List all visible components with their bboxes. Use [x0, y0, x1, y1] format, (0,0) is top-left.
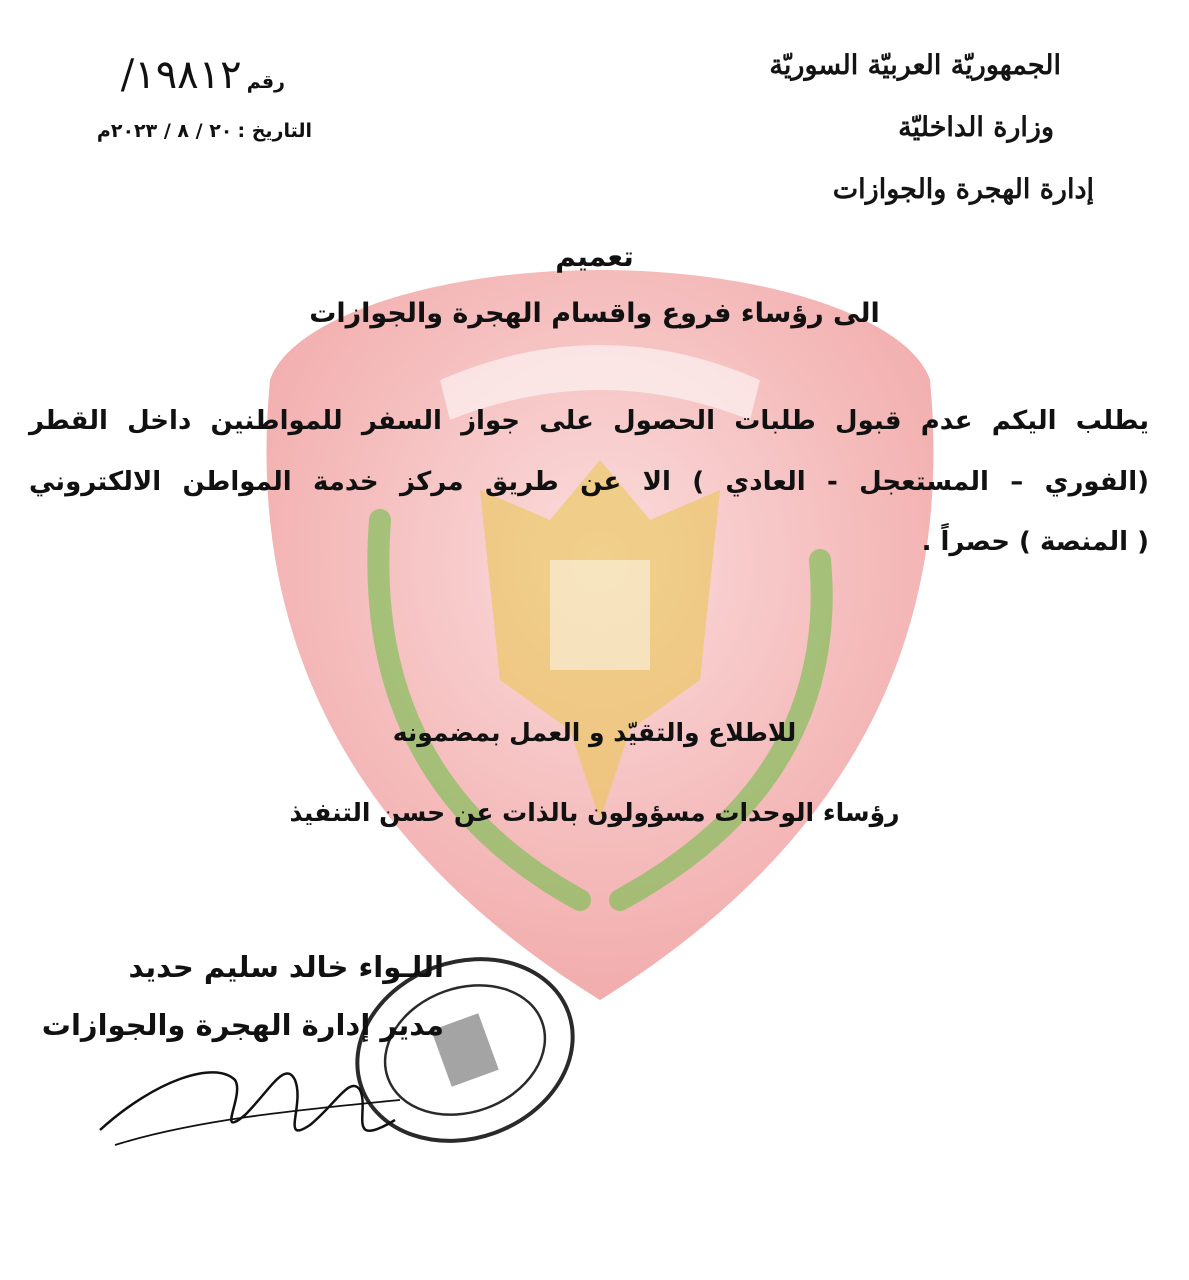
department-heading: إدارة الهجرة والجوازات	[832, 174, 1094, 205]
ministry-heading: وزارة الداخليّة	[898, 112, 1054, 143]
body-line-2: (الفوري – المستعجل - العادي ) الا عن طريق مركز خدمة المواطن الالكتروني	[29, 467, 1149, 497]
body-line-3: ( المنصة ) حصراً .	[921, 527, 1149, 557]
reference-number	[95, 52, 285, 98]
document-title: تعميم	[555, 240, 634, 273]
number-label: رقم	[246, 71, 285, 93]
body-line-1: يطلب اليكم عدم قبول طلبات الحصول على جواز السفر للمواطنين داخل القطر	[29, 406, 1149, 436]
date-value: ٢٠ / ٨ / ٢٠٢٣م	[96, 120, 233, 142]
watermark-emblem-icon	[250, 260, 950, 1020]
book-shape	[550, 560, 650, 670]
handwritten-signature-icon	[95, 1020, 405, 1160]
addressee-line: الى رؤساء فروع واقسام الهجرة والجوازات	[309, 298, 880, 329]
number-value: ١٩٨١٢/	[120, 52, 242, 98]
document-date	[62, 120, 312, 142]
republic-heading: الجمهوريّة العربيّة السوريّة	[769, 50, 1061, 81]
signatory-position: مدير إدارة الهجرة والجوازات	[41, 1008, 444, 1042]
date-label: التاريخ :	[237, 120, 312, 142]
responsibility-line: رؤساء الوحدات مسؤولون بالذات عن حسن التنفيذ	[289, 798, 900, 827]
instruction-line: للاطلاع والتقيّد و العمل بمضمونه	[392, 718, 797, 747]
signatory-name: اللـواء خالد سليم حديد	[128, 950, 444, 984]
